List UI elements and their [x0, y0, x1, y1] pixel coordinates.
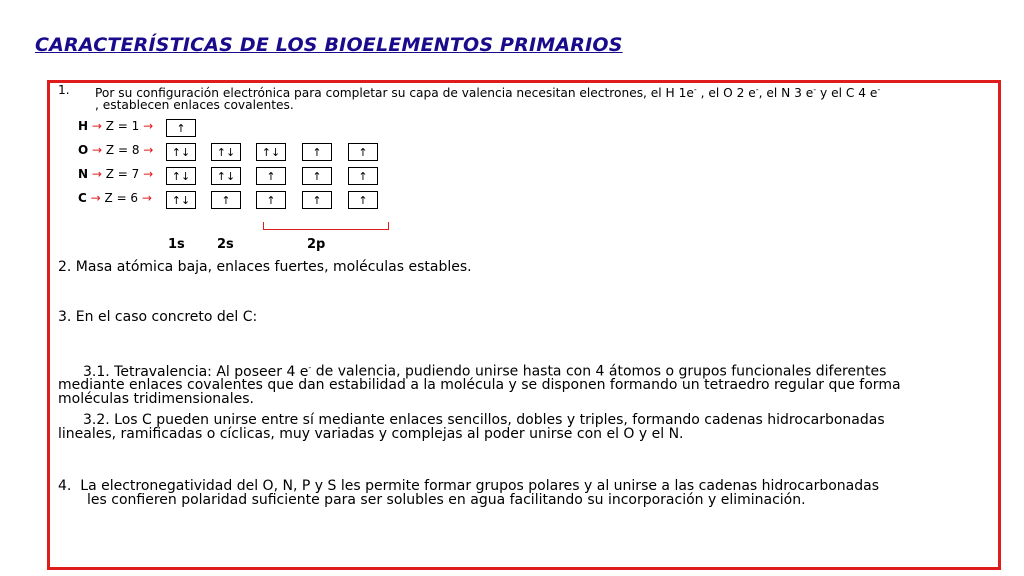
orbital-box: ↑↓: [211, 143, 241, 161]
orbital-label-1s: 1s: [168, 237, 185, 252]
orbital-box: ↑: [348, 167, 378, 185]
point-1-text: Por su configuración electrónica para completar su capa de valencia necesitan electrones, el H 1e- , el O 2 e-, el N 3 e- y el C 4 e- , establecen enlaces covalentes.: [95, 85, 881, 113]
2p-brace: [263, 222, 389, 230]
config-row-o: O → Z = 8 →: [78, 143, 154, 157]
orbital-box: ↑: [302, 143, 332, 161]
orbital-box: ↑: [302, 191, 332, 209]
orbital-box: ↑: [348, 143, 378, 161]
slide-title: CARACTERÍSTICAS DE LOS BIOELEMENTOS PRIMARIOS: [35, 34, 623, 56]
orbital-box: ↑↓: [166, 191, 196, 209]
orbital-box: ↑: [302, 167, 332, 185]
orbital-box: ↑↓: [166, 167, 196, 185]
orbital-box: ↑↓: [256, 143, 286, 161]
orbital-box: ↑: [256, 191, 286, 209]
point-3-1: 3.1. Tetravalencia: Al poseer 4 e- de valencia, pudiendo unirse hasta con 4 átomos o grupos funcionales diferentes mediante enlaces covalentes que dan estabilidad a la molécula y se disponen formando un tetraedro regular que forma moléculas tridimensionales.: [58, 363, 901, 407]
orbital-box: ↑: [348, 191, 378, 209]
point-3-2: 3.2. Los C pueden unirse entre sí mediante enlaces sencillos, dobles y triples, formando cadenas hidrocarbonadas lineales, ramificadas o cíclicas, muy variadas y complejas al poder unirse con el O y el N.: [58, 412, 885, 442]
point-1-number: 1.: [58, 83, 70, 97]
orbital-box: ↑: [166, 119, 196, 137]
config-row-c: C → Z = 6 →: [78, 191, 152, 205]
point-3: 3. En el caso concreto del C:: [58, 309, 258, 325]
orbital-box: ↑↓: [211, 167, 241, 185]
orbital-box: ↑↓: [166, 143, 196, 161]
orbital-label-2s: 2s: [217, 237, 234, 252]
orbital-label-2p: 2p: [307, 237, 326, 252]
config-row-n: N → Z = 7 →: [78, 167, 154, 181]
orbital-box: ↑: [211, 191, 241, 209]
point-4: 4. La electronegatividad del O, N, P y S les permite formar grupos polares y al unirse a las cadenas hidrocarbonadas les confieren polaridad suficiente para ser solubles en agua facilitando su incorporación y eliminación.: [58, 478, 879, 508]
config-row-h: H → Z = 1 →: [78, 119, 154, 133]
point-2: 2. Masa atómica baja, enlaces fuertes, moléculas estables.: [58, 259, 472, 275]
orbital-box: ↑: [256, 167, 286, 185]
